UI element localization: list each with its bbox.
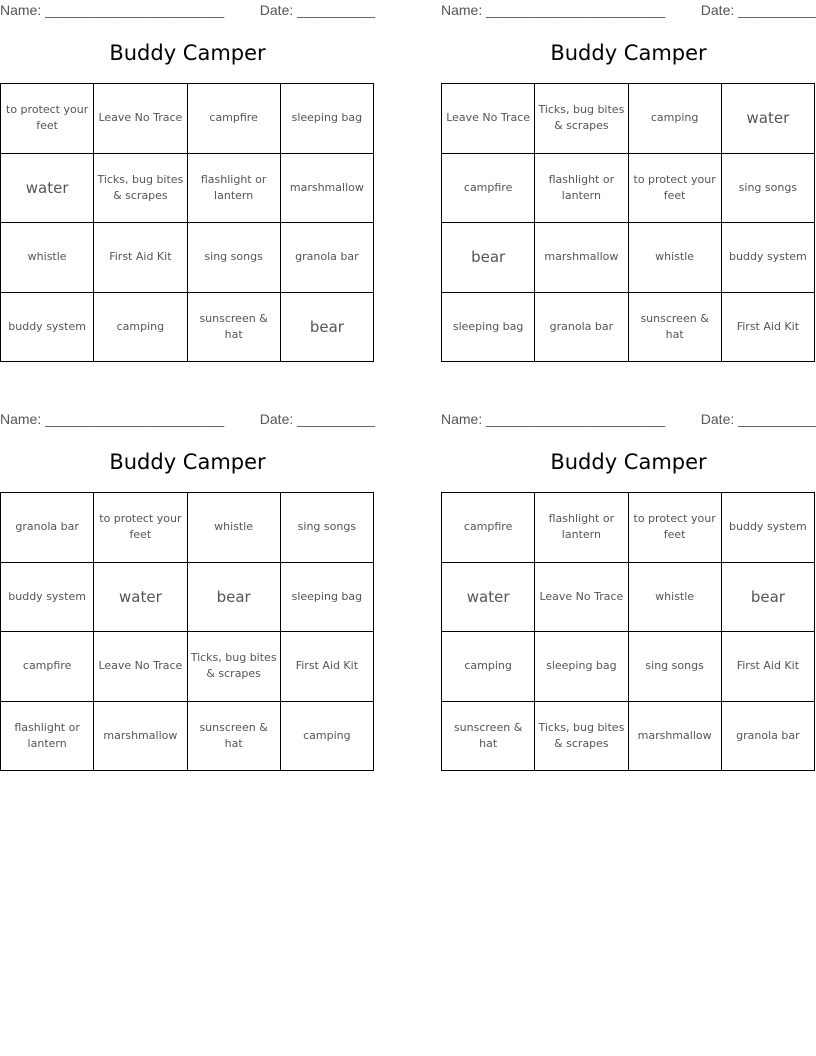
grid-cell: sleeping bag bbox=[280, 562, 373, 632]
bingo-grid bbox=[0, 83, 374, 362]
grid-cell: campfire bbox=[442, 153, 535, 223]
grid-cell: whistle bbox=[187, 493, 280, 563]
grid-cell: Ticks, bug bites & scrapes bbox=[535, 701, 628, 771]
grid-cell: sing songs bbox=[187, 223, 280, 293]
grid-cell: sunscreen & hat bbox=[442, 701, 535, 771]
grid-cell: marshmallow bbox=[280, 153, 373, 223]
grid-row bbox=[1, 292, 374, 362]
card-header bbox=[0, 0, 375, 20]
grid-cell: granola bar bbox=[1, 493, 94, 563]
grid-cell: bear bbox=[280, 292, 373, 362]
grid-row bbox=[442, 153, 815, 223]
grid-cell: to protect your feet bbox=[628, 153, 721, 223]
grid-cell: Ticks, bug bites & scrapes bbox=[94, 153, 187, 223]
grid-cell: First Aid Kit bbox=[280, 632, 373, 702]
grid-cell: marshmallow bbox=[94, 701, 187, 771]
grid-cell: campfire bbox=[1, 632, 94, 702]
grid-cell: granola bar bbox=[535, 292, 628, 362]
grid-row bbox=[442, 84, 815, 154]
card-title: Buddy Camper bbox=[109, 450, 266, 474]
grid-cell: bear bbox=[442, 223, 535, 293]
grid-cell: sleeping bag bbox=[535, 632, 628, 702]
bingo-grid bbox=[441, 492, 815, 771]
grid-cell: flashlight or lantern bbox=[535, 153, 628, 223]
grid-row bbox=[1, 632, 374, 702]
name-field-label: Name: _______________________ bbox=[441, 411, 666, 427]
date-field-label: Date: __________ bbox=[700, 411, 816, 427]
grid-cell: to protect your feet bbox=[628, 493, 721, 563]
grid-cell: sing songs bbox=[721, 153, 814, 223]
grid-cell: Ticks, bug bites & scrapes bbox=[187, 632, 280, 702]
grid-cell: camping bbox=[442, 632, 535, 702]
grid-row bbox=[1, 223, 374, 293]
card-title: Buddy Camper bbox=[550, 450, 707, 474]
grid-cell: sing songs bbox=[628, 632, 721, 702]
grid-cell: marshmallow bbox=[535, 223, 628, 293]
grid-cell: First Aid Kit bbox=[721, 632, 814, 702]
grid-cell: sleeping bag bbox=[442, 292, 535, 362]
name-field-label: Name: _______________________ bbox=[441, 2, 666, 18]
grid-row bbox=[442, 292, 815, 362]
grid-row bbox=[1, 84, 374, 154]
grid-row bbox=[442, 632, 815, 702]
grid-cell: whistle bbox=[628, 562, 721, 632]
grid-cell: camping bbox=[280, 701, 373, 771]
grid-cell: sleeping bag bbox=[280, 84, 373, 154]
card-header bbox=[0, 409, 375, 429]
grid-row bbox=[442, 223, 815, 293]
card-title: Buddy Camper bbox=[550, 41, 707, 65]
date-field-label: Date: __________ bbox=[259, 411, 375, 427]
grid-cell: First Aid Kit bbox=[94, 223, 187, 293]
name-field-label: Name: _______________________ bbox=[0, 2, 225, 18]
grid-row bbox=[1, 562, 374, 632]
grid-cell: Leave No Trace bbox=[535, 562, 628, 632]
grid-cell: to protect your feet bbox=[1, 84, 94, 154]
grid-row bbox=[1, 701, 374, 771]
grid-row bbox=[1, 493, 374, 563]
grid-cell: to protect your feet bbox=[94, 493, 187, 563]
grid-cell: campfire bbox=[187, 84, 280, 154]
grid-row bbox=[442, 493, 815, 563]
date-field-label: Date: __________ bbox=[259, 2, 375, 18]
grid-cell: buddy system bbox=[721, 493, 814, 563]
grid-row bbox=[1, 153, 374, 223]
grid-cell: water bbox=[94, 562, 187, 632]
grid-cell: granola bar bbox=[721, 701, 814, 771]
card-title: Buddy Camper bbox=[109, 41, 266, 65]
name-field-label: Name: _______________________ bbox=[0, 411, 225, 427]
bingo-grid bbox=[441, 83, 815, 362]
grid-cell: flashlight or lantern bbox=[535, 493, 628, 563]
card-header bbox=[441, 0, 816, 20]
grid-cell: whistle bbox=[628, 223, 721, 293]
grid-cell: water bbox=[1, 153, 94, 223]
grid-cell: whistle bbox=[1, 223, 94, 293]
grid-cell: Ticks, bug bites & scrapes bbox=[535, 84, 628, 154]
grid-cell: Leave No Trace bbox=[94, 632, 187, 702]
grid-cell: camping bbox=[94, 292, 187, 362]
grid-cell: bear bbox=[187, 562, 280, 632]
card-header bbox=[441, 409, 816, 429]
date-field-label: Date: __________ bbox=[700, 2, 816, 18]
grid-cell: water bbox=[442, 562, 535, 632]
grid-cell: Leave No Trace bbox=[94, 84, 187, 154]
grid-cell: sunscreen & hat bbox=[187, 292, 280, 362]
grid-cell: flashlight or lantern bbox=[187, 153, 280, 223]
grid-cell: water bbox=[721, 84, 814, 154]
grid-cell: camping bbox=[628, 84, 721, 154]
grid-cell: Leave No Trace bbox=[442, 84, 535, 154]
grid-cell: buddy system bbox=[1, 562, 94, 632]
grid-cell: granola bar bbox=[280, 223, 373, 293]
grid-cell: buddy system bbox=[721, 223, 814, 293]
grid-cell: First Aid Kit bbox=[721, 292, 814, 362]
grid-cell: campfire bbox=[442, 493, 535, 563]
grid-cell: marshmallow bbox=[628, 701, 721, 771]
grid-cell: sunscreen & hat bbox=[628, 292, 721, 362]
grid-row bbox=[442, 562, 815, 632]
grid-cell: bear bbox=[721, 562, 814, 632]
grid-cell: flashlight or lantern bbox=[1, 701, 94, 771]
grid-cell: buddy system bbox=[1, 292, 94, 362]
grid-row bbox=[442, 701, 815, 771]
bingo-grid bbox=[0, 492, 374, 771]
grid-cell: sing songs bbox=[280, 493, 373, 563]
grid-cell: sunscreen & hat bbox=[187, 701, 280, 771]
